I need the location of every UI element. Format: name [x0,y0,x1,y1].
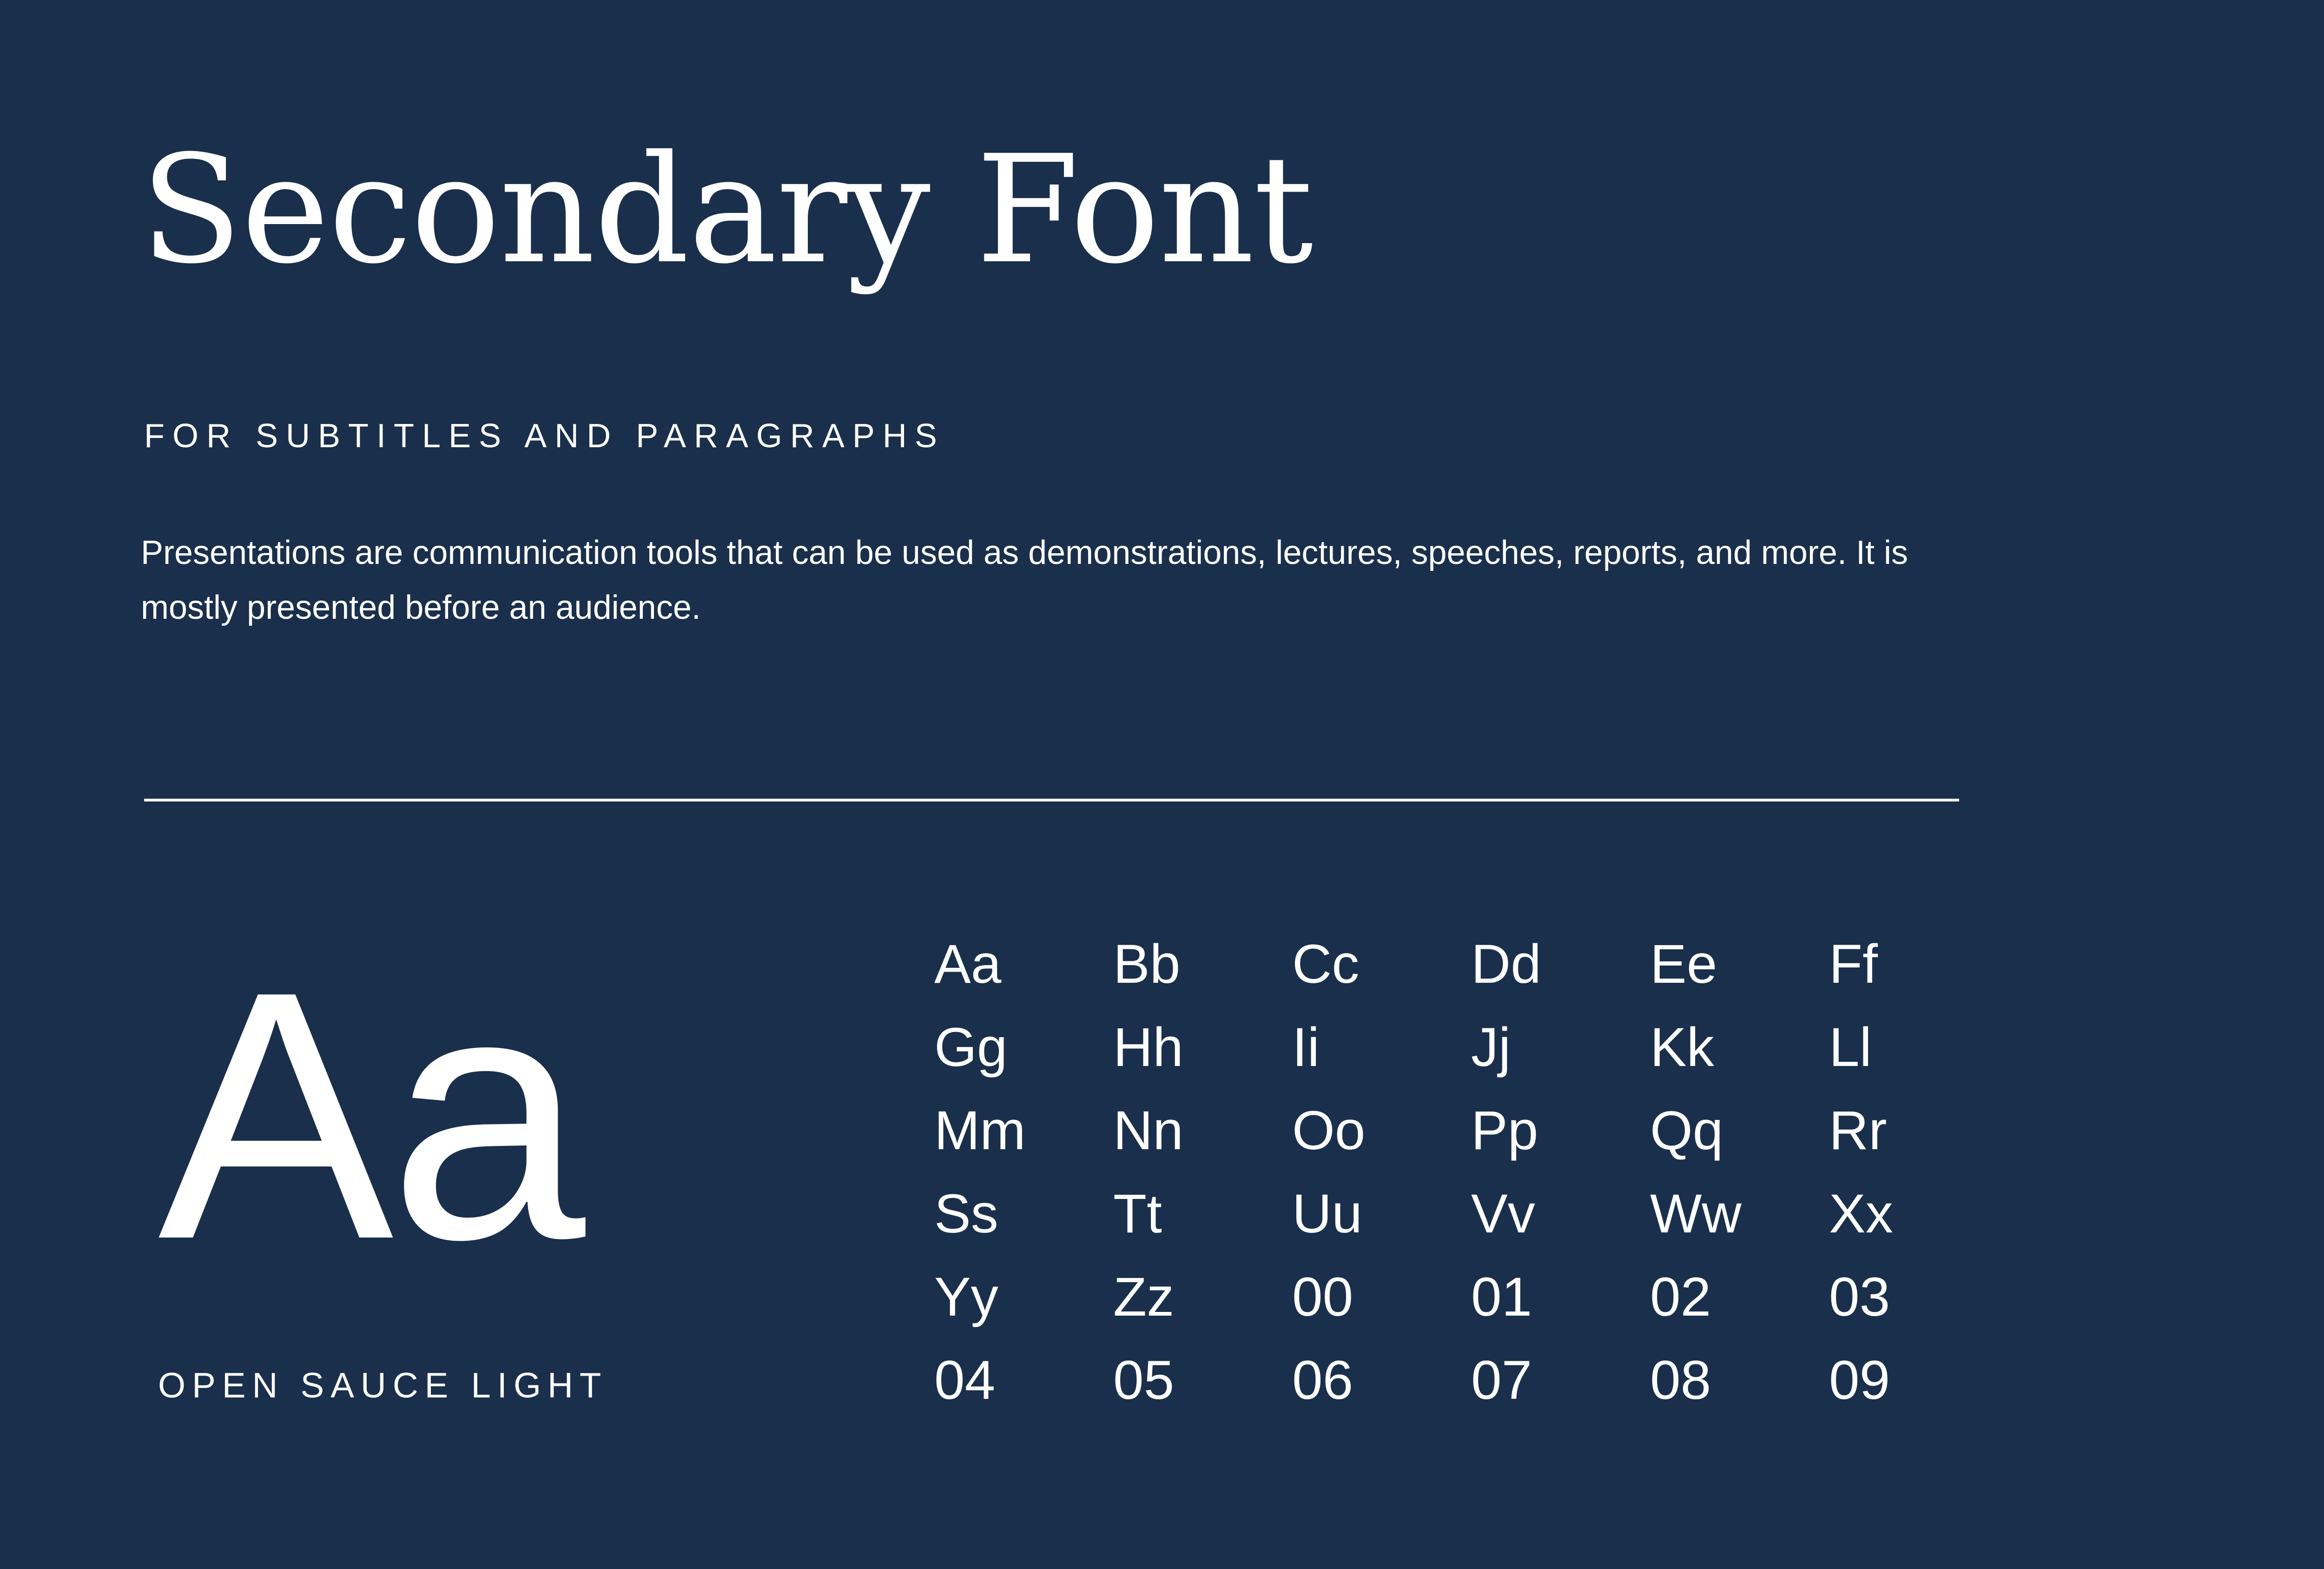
char-cell: Ll [1829,1017,1872,1078]
char-cell: Ss [934,1183,998,1245]
char-cell: Hh [1113,1017,1183,1078]
char-cell: 02 [1650,1266,1711,1328]
font-name-label: OPEN SAUCE LIGHT [158,1366,608,1405]
char-cell: 06 [1292,1350,1353,1411]
char-cell: Zz [1113,1266,1175,1328]
char-cell: 00 [1292,1266,1353,1328]
char-cell: Yy [934,1266,998,1328]
char-cell: 08 [1650,1350,1711,1411]
char-cell: Ww [1650,1183,1742,1245]
char-cell: 03 [1829,1266,1890,1328]
char-cell: Dd [1471,933,1541,995]
char-cell: 04 [934,1350,996,1411]
char-cell: Uu [1292,1183,1362,1245]
char-cell: Oo [1292,1100,1366,1161]
char-cell: Ff [1829,933,1878,995]
char-cell: Xx [1829,1183,1893,1245]
char-cell: Cc [1292,933,1360,995]
char-cell: Qq [1650,1100,1723,1161]
char-cell: 07 [1471,1350,1532,1411]
char-cell: Vv [1471,1183,1535,1245]
char-cell: Gg [934,1017,1008,1078]
char-cell: 09 [1829,1350,1890,1411]
char-cell: Jj [1471,1017,1511,1078]
char-cell: Ii [1292,1017,1320,1078]
font-sample-glyph: Aa [158,918,581,1313]
char-cell: Tt [1113,1183,1162,1245]
char-cell: Rr [1829,1100,1887,1161]
subtitle: FOR SUBTITLES AND PARAGRAPHS [144,417,945,455]
page-title: Secondary Font [140,124,1313,297]
char-cell: Pp [1471,1100,1538,1161]
divider [144,799,1959,801]
char-cell: Aa [934,933,1002,995]
char-cell: Ee [1650,933,1717,995]
char-cell: Mm [934,1100,1026,1161]
char-cell: Bb [1113,933,1181,995]
character-grid [934,923,2008,1422]
char-cell: Nn [1113,1100,1183,1161]
body-paragraph: Presentations are communication tools that can be used as demonstrations, lectures, speeches, reports, and more. It is mostly presented before an audience. [141,534,1908,626]
char-cell: 05 [1113,1350,1175,1411]
char-cell: 01 [1471,1266,1532,1328]
char-cell: Kk [1650,1017,1714,1078]
